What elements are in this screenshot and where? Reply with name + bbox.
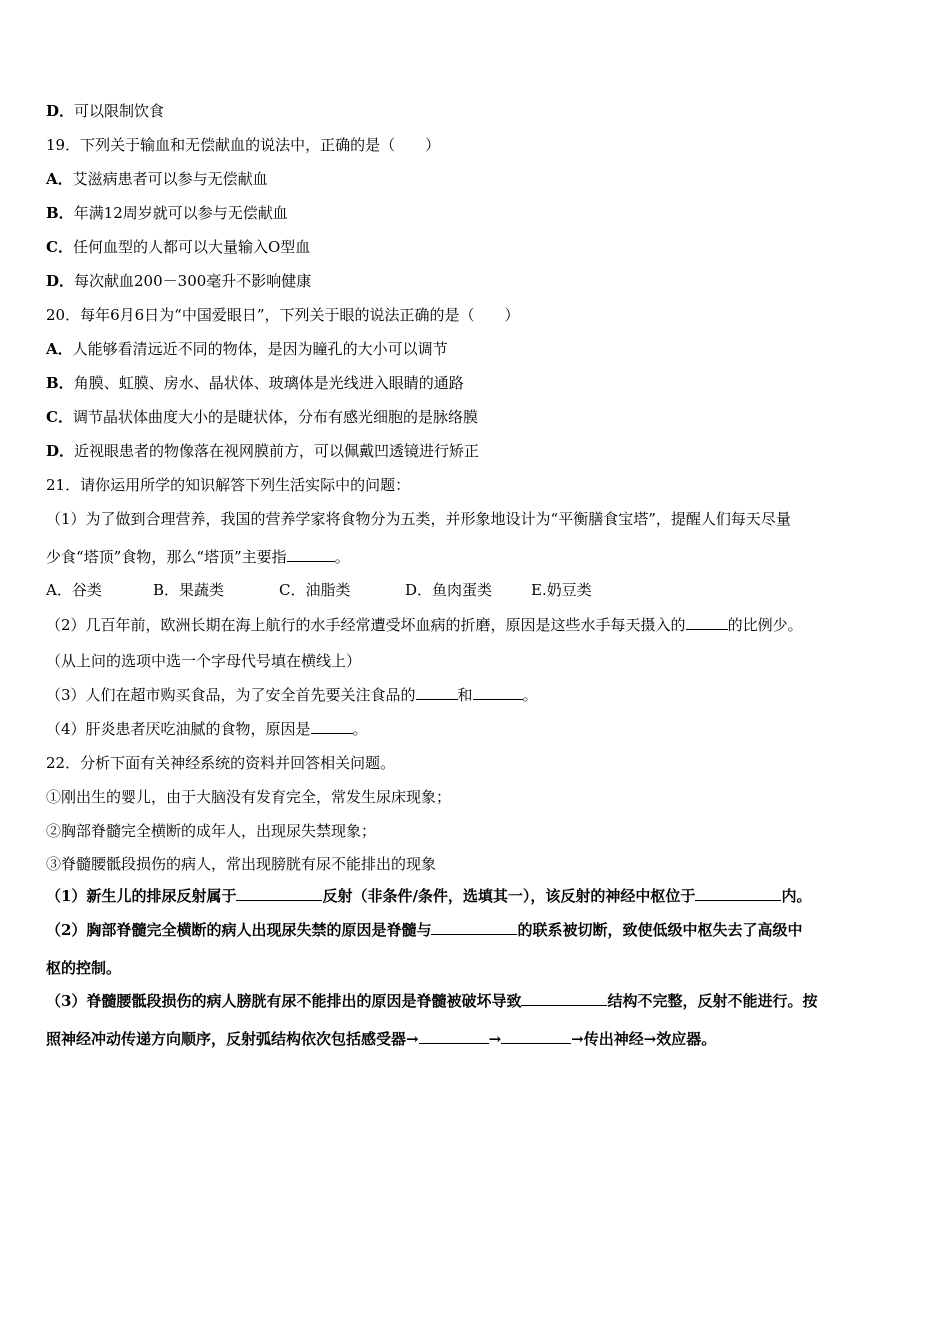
text: 内。 — [781, 887, 812, 905]
q22-sub3-line1 — [46, 991, 817, 1011]
answer-blank[interactable] — [473, 685, 523, 700]
q22-material-1: ①刚出生的婴儿，由于大脑没有发育完全，常发生尿床现象； — [46, 788, 452, 806]
answer-blank[interactable] — [501, 1029, 571, 1044]
option-letter: B． — [46, 374, 74, 392]
q20-option-a — [46, 339, 448, 359]
choice-c: C．油脂类 — [279, 581, 351, 599]
text: （3）脊髓腰骶段损伤的病人膀胱有尿不能排出的原因是脊髓被破坏导致 — [46, 992, 522, 1010]
q22-stem: 22．分析下面有关神经系统的资料并回答相关问题。 — [46, 754, 396, 772]
text: （2）胸部脊髓完全横断的病人出现尿失禁的原因是脊髓与 — [46, 921, 432, 939]
text: 的联系被切断，致使低级中枢失去了高级中 — [517, 921, 803, 939]
q22-sub2-line1 — [46, 920, 802, 940]
choice-e: E.奶豆类 — [531, 581, 592, 599]
answer-blank[interactable] — [431, 920, 517, 935]
option-text: 可以限制饮食 — [74, 102, 165, 120]
text: 。 — [352, 720, 368, 738]
text: （1）新生儿的排尿反射属于 — [46, 887, 237, 905]
option-text: 人能够看清远近不同的物体，是因为瞳孔的大小可以调节 — [72, 340, 448, 358]
text: 。 — [334, 548, 350, 566]
option-letter: A． — [46, 340, 73, 358]
q19-option-c — [46, 237, 310, 257]
q20-stem: 20．每年6月6日为“中国爱眼日”，下列关于眼的说法正确的是（ ） — [46, 306, 520, 324]
choice-a: A．谷类 — [46, 581, 102, 599]
answer-blank[interactable] — [419, 1029, 489, 1044]
q21-part1-line2 — [46, 547, 350, 567]
answer-blank[interactable] — [521, 991, 607, 1006]
q22-material-3: ③脊髓腰骶段损伤的病人，常出现膀胱有尿不能排出的现象 — [46, 855, 437, 873]
option-letter: C． — [46, 408, 73, 426]
option-text: 近视眼患者的物像落在视网膜前方，可以佩戴凹透镜进行矫正 — [74, 442, 480, 460]
text: 少食“塔顶”食物，那么“塔顶”主要指 — [46, 548, 287, 566]
q21-part3 — [46, 685, 538, 705]
q19-stem: 19．下列关于输血和无偿献血的说法中，正确的是（ ） — [46, 136, 441, 154]
q22-sub3-line2 — [46, 1029, 716, 1049]
option-text: 调节晶状体曲度大小的是睫状体，分布有感光细胞的是脉络膜 — [72, 408, 478, 426]
option-text: 每次献血200－300毫升不影响健康 — [74, 272, 312, 290]
text: 的比例少。 — [727, 616, 803, 634]
arrow: → — [488, 1030, 502, 1048]
q19-option-a — [46, 169, 268, 189]
q18-option-d — [46, 101, 164, 121]
text: （4）肝炎患者厌吃油腻的食物，原因是 — [46, 720, 311, 738]
q21-part2 — [46, 615, 803, 635]
text: （2）几百年前，欧洲长期在海上航行的水手经常遭受坏血病的折磨，原因是这些水手每天摄入的 — [46, 616, 686, 634]
answer-blank[interactable] — [236, 886, 322, 901]
q21-part2-note: （从上问的选项中选一个字母代号填在横线上） — [46, 652, 362, 670]
q21-choices — [46, 580, 592, 600]
choice-d: D．鱼肉蛋类 — [405, 581, 493, 599]
q21-stem: 21．请你运用所学的知识解答下列生活实际中的问题： — [46, 476, 411, 494]
option-letter: D． — [46, 442, 75, 460]
answer-blank[interactable] — [311, 719, 353, 734]
answer-blank[interactable] — [695, 886, 781, 901]
option-letter: A． — [46, 170, 73, 188]
text: （3）人们在超市购买食品，为了安全首先要关注食品的 — [46, 686, 416, 704]
q21-part4 — [46, 719, 368, 739]
choice-b: B．果蔬类 — [153, 581, 225, 599]
option-text: 艾滋病患者可以参与无偿献血 — [72, 170, 268, 188]
text: 反射（非条件/条件，选填其一），该反射的神经中枢位于 — [322, 887, 696, 905]
option-text: 角膜、虹膜、房水、晶状体、玻璃体是光线进入眼睛的通路 — [73, 374, 464, 392]
answer-blank[interactable] — [287, 547, 335, 562]
text: 和 — [457, 686, 473, 704]
q20-option-c — [46, 407, 478, 427]
text: 结构不完整，反射不能进行。按 — [607, 992, 818, 1010]
q19-option-d — [46, 271, 311, 291]
option-letter: D． — [46, 272, 75, 290]
option-letter: B． — [46, 204, 74, 222]
option-text: 任何血型的人都可以大量输入O型血 — [72, 238, 311, 256]
text: 。 — [522, 686, 538, 704]
q19-option-b — [46, 203, 288, 223]
q22-material-2: ②胸部脊髓完全横断的成年人，出现尿失禁现象； — [46, 822, 377, 840]
q22-sub2-line2: 枢的控制。 — [46, 959, 122, 977]
option-letter: C． — [46, 238, 73, 256]
text: 照神经冲动传递方向顺序，反射弧结构依次包括感受器→ — [46, 1030, 419, 1048]
answer-blank[interactable] — [416, 685, 458, 700]
q20-option-b — [46, 373, 464, 393]
option-letter: D． — [46, 102, 75, 120]
q20-option-d — [46, 441, 479, 461]
q21-part1-line1: （1）为了做到合理营养，我国的营养学家将食物分为五类，并形象地设计为“平衡膳食宝塔”，提醒人们每天尽量 — [46, 510, 791, 528]
q22-sub1 — [46, 886, 811, 906]
answer-blank[interactable] — [686, 615, 728, 630]
text: →传出神经→效应器。 — [571, 1030, 717, 1048]
option-text: 年满12周岁就可以参与无偿献血 — [73, 204, 288, 222]
